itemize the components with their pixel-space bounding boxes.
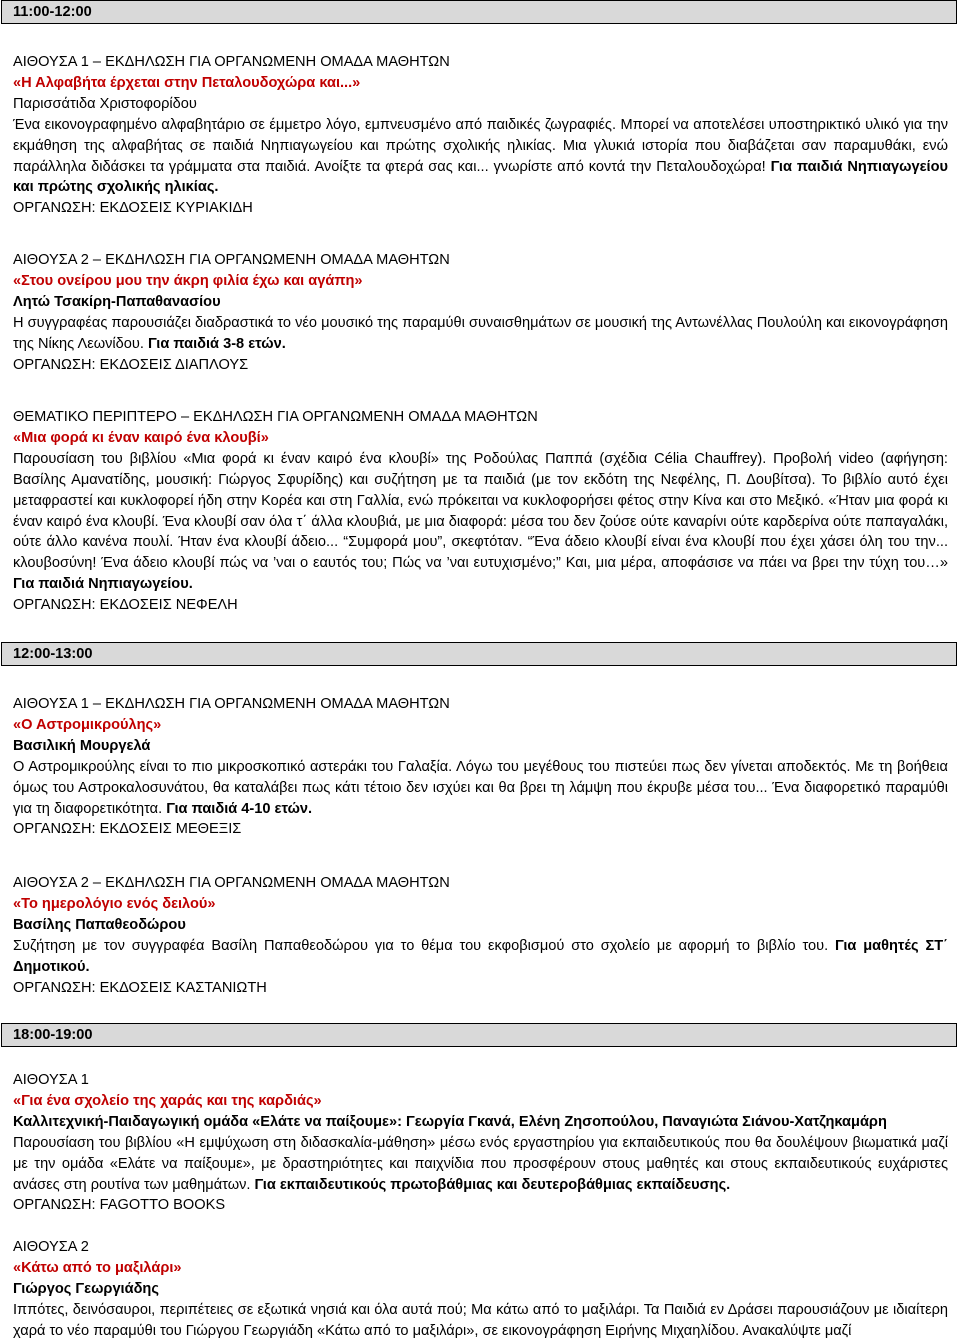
event-author: Βασίλης Παπαθεοδώρου [13,916,186,933]
event-organizer: ΟΡΓΑΝΩΣΗ: FAGOTTO BOOKS [13,1197,226,1214]
event-title: «Ο Αστρομικρούλης» [13,716,162,733]
event-description: Ιππότες, δεινόσαυροι, περιπέτειες σε εξωτικά νησιά και όλα αυτά πού; Μα κάτω από το μαξιλάρι. Τα Παιδιά εν Δράσει παρουσιάζουν με ιδιαίτερη χαρά το νέο παραμύθι του Γιώργου Γεωργιάδη «Κάτω από το μαξιλάρι», σε εικονογράφηση Ειρήνης Μιχαηλίδου. Ανακαλύψτε μαζί [13,1301,948,1339]
event-author: Λητώ Τσακίρη-Παπαθανασίου [13,293,221,310]
event [13,1237,948,1342]
event-description: Ένα εικονογραφημένο αλφαβητάριο σε έμμετρο λόγο, εμπνευσμένο από παιδικές ζωγραφιές. Μπορεί να αποτελέσει υποστηρικτικό υλικό για την εκμάθηση της αλφαβήτας σε παιδιά Νηπιαγωγείου και πρώτης σχολικής ηλικίας. Μια γλυκιά ιστορία που διαβάζεται σαν παραμυθάκι, ενώ παράλληλα διδάσκει τα γράμματα στα παιδιά. Ανοίξτε τα φτερά σας και... γνωρίστε από κοντά την Πεταλουδοχώρα! Για παιδιά Νηπιαγωγείου και πρώτης σχολικής ηλικίας. [13,116,948,196]
event-hall: ΑΙΘΟΥΣΑ 2 [13,1239,89,1255]
event-audience: Για παιδιά 4-10 ετών. [166,800,313,817]
event-author: Καλλιτεχνική-Παιδαγωγική ομάδα «Ελάτε να παίξουμε»: Γεωργία Γκανά, Ελένη Ζησοπούλου, Παναγιώτα Σιάνου-Χατζηκαμάρη [13,1113,887,1130]
event [13,1070,948,1216]
event-description: Ο Αστρομικρούλης είναι το πιο μικροσκοπικό αστεράκι του Γαλαξία. Λόγω του μεγέθους του πιστεύει πως δεν γίνεται αποδεκτός. Με τη βοήθεια όμως του Αστροκαλοσυνάτου, θα καταλάβει πως κάτι τέτοιο δεν ισχύει και θα βρει τη λάμψη που έκρυβε μέσα του... Ένα διαφορετικό παραμύθι για τη διαφορετικότητα. Για παιδιά 4-10 ετών. [13,758,948,817]
event-title: «Στου ονείρου μου την άκρη φιλία έχω και αγάπη» [13,272,363,289]
event [13,694,948,840]
time-slot-header: 18:00-19:00 [1,1023,957,1047]
event [13,250,948,375]
time-slot-header: 11:00-12:00 [1,0,957,24]
event-author: Γιώργος Γεωργιάδης [13,1280,159,1297]
event-title: «Κάτω από το μαξιλάρι» [13,1259,182,1276]
event [13,407,948,616]
event-audience: Για παιδιά Νηπιαγωγείου. [13,576,193,593]
event-audience: Για παιδιά Νηπιαγωγείου και πρώτης σχολικής ηλικίας. [13,158,948,196]
event [13,873,948,998]
event-organizer: ΟΡΓΑΝΩΣΗ: ΕΚΔΟΣΕΙΣ ΜΕΘΕΞΙΣ [13,821,242,838]
event-hall: ΑΙΘΟΥΣΑ 1 – ΕΚΔΗΛΩΣΗ ΓΙΑ ΟΡΓΑΝΩΜΕΝΗ ΟΜΑΔΑ ΜΑΘΗΤΩΝ [13,54,450,70]
event-description: Παρουσίαση του βιβλίου «Η εμψύχωση στη διδασκαλία-μάθηση» μέσω ενός εργαστηρίου για εκπαιδευτικούς που θα δουλέψουν βιωματικά μαζί με την ομάδα «Ελάτε να παίξουμε», με δραστηριότητες και παιχνίδια που προσφέρουν στους μαθητές και στους εκπαιδευτικούς ευχάριστες ανάσες στη ρουτίνα των μαθημάτων. Για εκπαιδευτικούς πρωτοβάθμιας και δευτεροβάθμιας εκπαίδευσης. [13,1134,948,1193]
event-hall: ΘΕΜΑΤΙΚΟ ΠΕΡΙΠΤΕΡΟ – ΕΚΔΗΛΩΣΗ ΓΙΑ ΟΡΓΑΝΩΜΕΝΗ ΟΜΑΔΑ ΜΑΘΗΤΩΝ [13,409,538,425]
event-hall: ΑΙΘΟΥΣΑ 1 [13,1072,89,1088]
event-author: Παρισσάτιδα Χριστοφορίδου [13,95,197,112]
event-organizer: ΟΡΓΑΝΩΣΗ: ΕΚΔΟΣΕΙΣ ΝΕΦΕΛΗ [13,597,238,614]
event-hall: ΑΙΘΟΥΣΑ 2 – ΕΚΔΗΛΩΣΗ ΓΙΑ ΟΡΓΑΝΩΜΕΝΗ ΟΜΑΔΑ ΜΑΘΗΤΩΝ [13,252,450,268]
event [13,52,948,219]
event-author: Βασιλική Μουργελά [13,737,151,754]
event-title: «Η Αλφαβήτα έρχεται στην Πεταλουδοχώρα και...» [13,74,361,91]
event-hall: ΑΙΘΟΥΣΑ 2 – ΕΚΔΗΛΩΣΗ ΓΙΑ ΟΡΓΑΝΩΜΕΝΗ ΟΜΑΔΑ ΜΑΘΗΤΩΝ [13,875,450,891]
event-description: Συζήτηση με τον συγγραφέα Βασίλη Παπαθεοδώρου για το θέμα του εκφοβισμού στο σχολείο με αφορμή το βιβλίο του. Για μαθητές ΣΤ΄ Δημοτικού. [13,937,948,975]
event-title: «Το ημερολόγιο ενός δειλού» [13,895,216,912]
event-organizer: ΟΡΓΑΝΩΣΗ: ΕΚΔΟΣΕΙΣ ΚΥΡΙΑΚΙΔΗ [13,200,253,217]
time-slot-header: 12:00-13:00 [1,642,957,666]
event-description: Παρουσίαση του βιβλίου «Μια φορά κι έναν καιρό ένα κλουβί» της Ροδούλας Παππά (σχέδια Célia Chauffrey). Προβολή video (αφήγηση: Βασίλης Αμανατίδης, μουσική: Γιώργος Σφυρίδης) και συζήτηση με τα παιδιά (με τον εκδότη της Νεφέλης, Π. Δουβίτσα). Το βιβλίο αυτό έχει μεταφραστεί και κυκλοφορεί ήδη στην Κορέα και στη Γαλλία, ενώ πρόκειται να κυκλοφορήσει φέτος στην Κίνα και στο Μεξικό. «Ήταν μια φορά κι έναν καιρό ένα κλουβί. Ένα κλουβί σαν όλα τ΄ άλλα κλουβιά, με μια διαφορά: μέσα του δεν ζούσε ούτε καναρίνι ούτε καρδερίνα ούτε παπαγαλάκι, ούτε άλλο κανένα πουλί. Ήταν ένα κλουβί άδειο... “Συμφορά μου”, σκεφτόταν. “Ένα άδειο κλουβί είναι ένα κλουβί που έχει χάσει όλη του την... κλουβοσύνη! Ένα άδειο κλουβί πώς να ’ναι ο εαυτός του; Πώς να ’ναι ευτυχισμένο;” Και, μια μέρα, αποφάσισε να πάει να βρει την τύχη του…» Για παιδιά Νηπιαγωγείου. [13,450,948,593]
event-organizer: ΟΡΓΑΝΩΣΗ: ΕΚΔΟΣΕΙΣ ΚΑΣΤΑΝΙΩΤΗ [13,979,267,996]
event-title: «Μια φορά κι έναν καιρό ένα κλουβί» [13,429,269,446]
event-description: Η συγγραφέας παρουσιάζει διαδραστικά το νέο μουσικό της παραμύθι συναισθημάτων σε μουσική της Αντωνέλλας Πουλούλη και εικονογράφηση της Νίκης Λεωνίδου. Για παιδιά 3-8 ετών. [13,314,948,352]
event-title: «Για ένα σχολείο της χαράς και της καρδιάς» [13,1092,322,1109]
event-audience: Για παιδιά 3-8 ετών. [147,335,286,352]
event-audience: Για μαθητές ΣΤ΄ Δημοτικού. [13,937,948,975]
event-organizer: ΟΡΓΑΝΩΣΗ: ΕΚΔΟΣΕΙΣ ΔΙΑΠΛΟΥΣ [13,356,249,373]
event-audience: Για εκπαιδευτικούς πρωτοβάθμιας και δευτεροβάθμιας εκπαίδευσης. [254,1176,731,1193]
event-hall: ΑΙΘΟΥΣΑ 1 – ΕΚΔΗΛΩΣΗ ΓΙΑ ΟΡΓΑΝΩΜΕΝΗ ΟΜΑΔΑ ΜΑΘΗΤΩΝ [13,696,450,712]
